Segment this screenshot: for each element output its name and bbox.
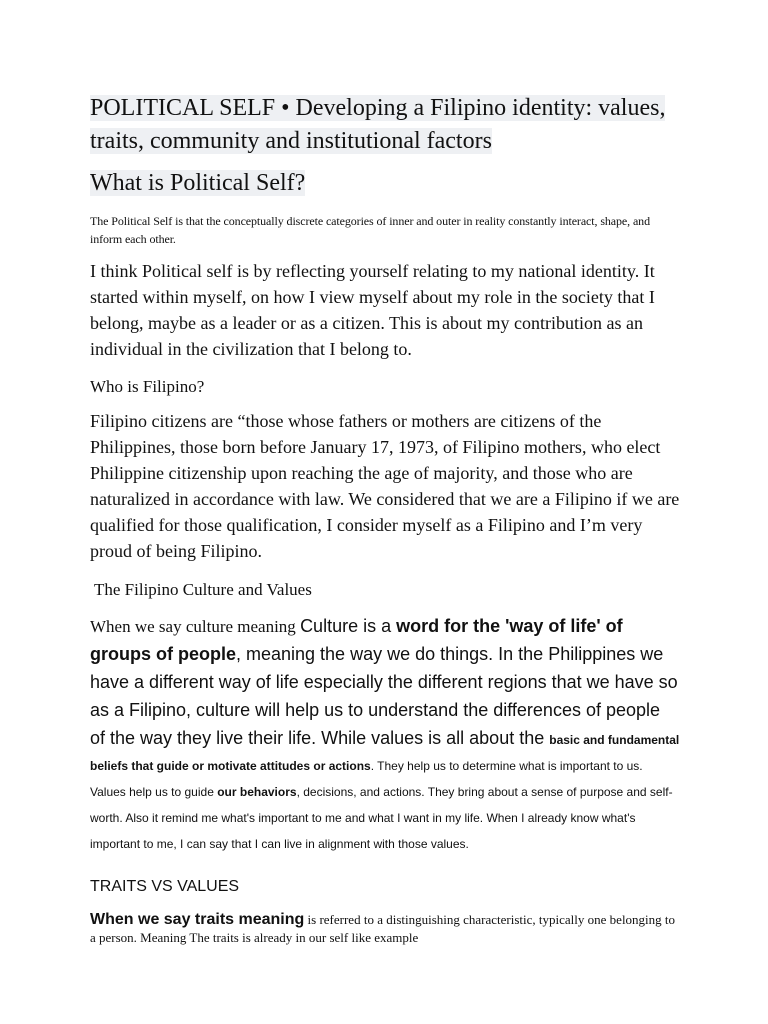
- traits-paragraph: [90, 911, 680, 947]
- culture-intro: When we say culture meaning: [90, 617, 301, 636]
- culture-values-heading: The Filipino Culture and Values: [94, 580, 312, 599]
- political-self-heading: [90, 168, 680, 198]
- culture-definition-lead: Culture is a: [300, 616, 397, 636]
- culture-paragraph: [90, 613, 680, 857]
- document-title-text: POLITICAL SELF • Developing a Filipino identity: values, traits, community and institutional factors: [90, 95, 666, 154]
- political-self-answer: I think Political self is by reflecting yourself relating to my national identity. It started within myself, on how I view myself about my role in the society that I belong, maybe as a leader or as a citizen. This is about my contribution as an individual in the civilization that I belong to.: [90, 261, 655, 359]
- traits-definition: is referred to a distinguishing characteristic, typically one belonging to a person. Meaning The traits is already in our self like example: [90, 912, 676, 945]
- values-definition-bold: basic and fundamental beliefs that guide or motivate attitudes or actions: [90, 733, 680, 773]
- document-page: [90, 92, 680, 947]
- traits-vs-values-heading: TRAITS VS VALUES: [90, 878, 240, 895]
- culture-explanation: , meaning the way we do things. In the Philippines we have a different way of life especially the different regions that we have so as a Filipino, culture will help us to understand the differences of people of the way they live their life. While values is all about the: [90, 644, 678, 748]
- values-behaviors-bold: our behaviors: [217, 785, 297, 799]
- political-self-definition: The Political Self is that the conceptually discrete categories of inner and outer in reality constantly interact, shape, and inform each other.: [90, 214, 650, 246]
- culture-definition-bold: word for the 'way of life' of groups of people: [90, 616, 623, 664]
- values-closing: , decisions, and actions. They bring about a sense of purpose and self-worth. Also it remind me what's important to me and what I want in my life. When I already know what's important to me, I can say that I can live in alignment with those values.: [90, 785, 673, 851]
- values-explanation: . They help us to determine what is important to us. Values help us to guide: [90, 759, 643, 799]
- document-title: [90, 92, 680, 158]
- traits-lead: When we say traits meaning: [90, 911, 305, 928]
- who-is-filipino-answer: Filipino citizens are “those whose fathers or mothers are citizens of the Philippines, those born before January 17, 1973, of Filipino mothers, who elect Philippine citizenship upon reaching the age of majority, and those who are naturalized in accordance with law. We considered that we are a Filipino if we are qualified for those qualification, I consider myself as a Filipino and I’m very proud of being Filipino.: [90, 411, 680, 561]
- who-is-filipino-heading: Who is Filipino?: [90, 377, 205, 396]
- political-self-heading-text: What is Political Self?: [90, 170, 306, 196]
